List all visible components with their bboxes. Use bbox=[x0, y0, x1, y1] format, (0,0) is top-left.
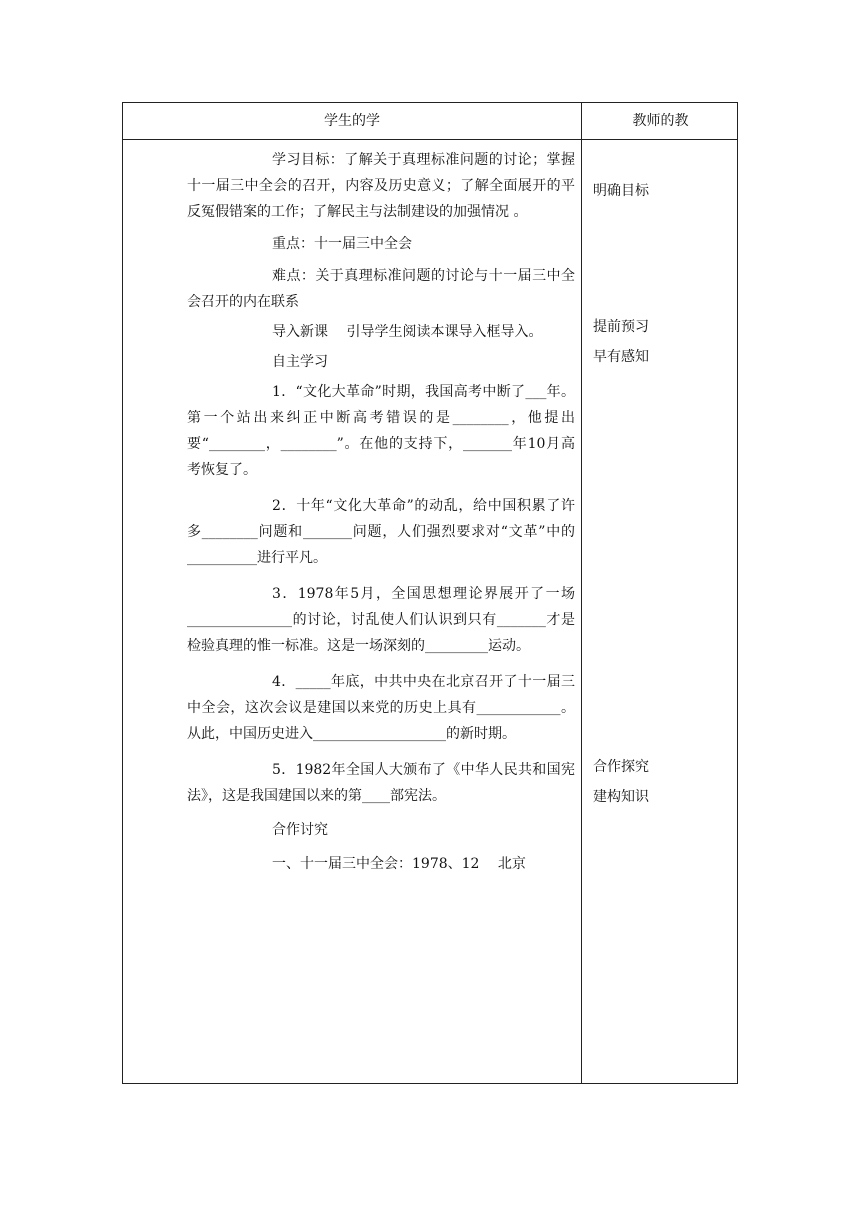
header-student-learning: 学生的学 bbox=[324, 113, 380, 129]
question-1: 1．“文化大革命”时期，我国高考中断了___年。第一个站出来纠正中断高考错误的是________，他提出要“________，________”。在他的支持下，_______年10月高考恢复了。 bbox=[187, 384, 575, 478]
student-column bbox=[187, 139, 575, 877]
cooperative-discussion-title: 合作讨究 bbox=[272, 822, 328, 838]
note-build-knowledge: 建构知识 bbox=[593, 789, 649, 805]
question-4: 4．_____年底，中共中央在北京召开了十一届三中全会，这次会议是建国以来党的历史上具有____________。从此，中国历史进入___________________的新时期。 bbox=[187, 674, 575, 742]
note-cooperative-inquiry: 合作探究 bbox=[593, 759, 649, 775]
self-study-title: 自主学习 bbox=[272, 354, 328, 370]
question-2: 2．十年“文化大革命”的动乱，给中国积累了许多________问题和_______问题，人们强烈要求对“文革”中的__________进行平凡。 bbox=[187, 498, 575, 566]
note-preview: 提前预习 bbox=[593, 319, 649, 335]
header-teacher-teaching: 教师的教 bbox=[632, 113, 689, 129]
key-point: 重点：十一届三中全会 bbox=[272, 236, 412, 252]
intro-new-lesson: 导入新课 引导学生阅读本课导入框导入。 bbox=[272, 324, 543, 340]
note-early-perception: 早有感知 bbox=[593, 349, 649, 365]
question-3: 3．1978年5月，全国思想理论界展开了一场_______________的讨论，讨乱使人们认识到只有_______才是检验真理的惟一标准。这是一场深刻的_________运动。 bbox=[187, 586, 575, 654]
section-1-heading: 一、十一届三中全会：1978、12 北京 bbox=[272, 856, 526, 872]
question-5: 5．1982年全国人大颁布了《中华人民共和国宪法》，这是我国建国以来的第____部宪法。 bbox=[187, 762, 575, 804]
difficulty: 难点：关于真理标准问题的讨论与十一届三中全会召开的内在联系 bbox=[187, 268, 575, 310]
learning-objective: 学习目标：了解关于真理标准问题的讨论；掌握十一届三中全会的召开，内容及历史意义；了解全面展开的平反冤假错案的工作；了解民主与法制建设的加强情况 。 bbox=[187, 152, 575, 220]
lesson-table bbox=[122, 102, 738, 1084]
column-divider bbox=[581, 103, 582, 1083]
note-clear-goal: 明确目标 bbox=[593, 183, 649, 199]
